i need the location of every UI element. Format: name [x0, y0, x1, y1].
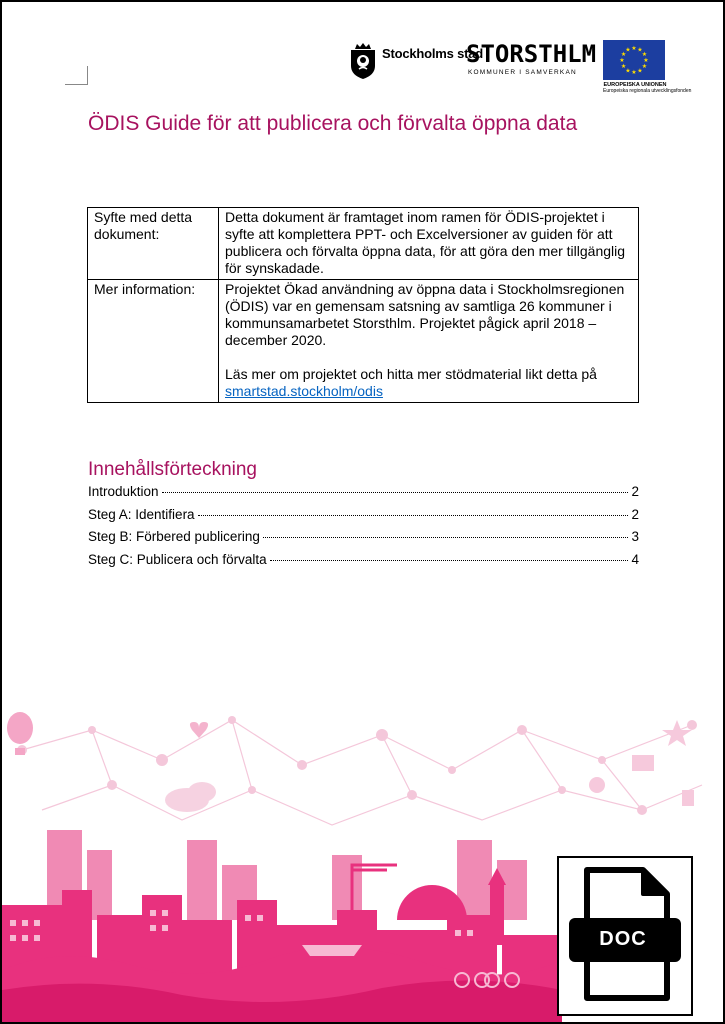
project-link[interactable]: smartstad.stockholm/odis: [225, 383, 383, 399]
eu-star-icon: ★: [620, 64, 627, 70]
eu-star-icon: ★: [625, 68, 631, 75]
eu-star-icon: ★: [625, 47, 631, 54]
toc-entry[interactable]: [88, 529, 639, 552]
more-info-text: Projektet Ökad användning av öppna data i Stockholmsregionen (ÖDIS) var en gemensam satsning av samtliga 26 kommuner i kommunsamarbetet Storsthlm. Projektet pågick april 2018 – december 2020.: [225, 281, 625, 348]
info-table: [87, 207, 639, 403]
storsthlm-tagline: KOMMUNER I SAMVERKAN: [468, 69, 577, 76]
eu-logo: [603, 40, 692, 94]
storsthlm-wordmark: STORSTHLM: [466, 40, 597, 68]
read-more-text: Läs mer om projektet och hitta mer stödmaterial likt detta på: [225, 366, 597, 382]
stockholms-stad-wordmark: Stockholms stad: [382, 46, 484, 61]
toc-entry[interactable]: [88, 484, 639, 507]
crown-shield-icon: [348, 42, 378, 80]
eu-star-icon: ★: [631, 70, 637, 76]
toc-entry-page: 2: [631, 484, 639, 499]
eu-subcaption: Europeiska regionala utvecklingsfonden: [603, 88, 692, 94]
text-boundary-mark: [65, 66, 88, 85]
toc-entry-label: Steg C: Publicera och förvalta: [88, 551, 267, 567]
eu-star-icon: ★: [620, 52, 627, 58]
eu-star-icon: ★: [637, 68, 643, 75]
purpose-label: Syfte med detta dokument:: [88, 208, 219, 280]
toc-entry[interactable]: [88, 507, 639, 530]
toc-entry-label: Steg A: Identifiera: [88, 506, 195, 522]
toc-entry-label: Introduktion: [88, 484, 159, 499]
table-row: [88, 280, 639, 403]
eu-flag-icon: [603, 40, 665, 80]
toc-entry-label: Steg B: Förbered publicering: [88, 529, 260, 544]
more-info-label: Mer information:: [88, 280, 219, 403]
table-of-contents: [88, 484, 639, 574]
eu-star-icon: ★: [631, 46, 637, 52]
eu-caption: EUROPEISKA UNIONEN: [603, 82, 667, 88]
purpose-text: Detta dokument är framtaget inom ramen för ÖDIS-projektet i syfte att komplettera PPT- och Excelversioner av guiden för att publicera och förvalta öppna data, för att göra den mer tillgänglig för synskadade.: [219, 208, 639, 280]
doc-file-label: DOC: [599, 928, 647, 950]
toc-heading: Innehållsförteckning: [88, 459, 257, 480]
doc-file-badge: [557, 856, 693, 1016]
table-row: [88, 208, 639, 280]
eu-star-icon: ★: [619, 58, 625, 64]
toc-entry-page: 4: [631, 551, 639, 567]
eu-star-icon: ★: [643, 58, 649, 64]
toc-entry-page: 3: [631, 529, 639, 544]
eu-star-icon: ★: [641, 52, 648, 58]
storsthlm-logo: [466, 42, 596, 76]
eu-star-icon: ★: [641, 64, 648, 70]
toc-entry-page: 2: [631, 506, 639, 522]
eu-star-icon: ★: [637, 47, 643, 54]
toc-entry[interactable]: [88, 552, 639, 575]
document-title: ÖDIS Guide för att publicera och förvalta öppna data: [88, 112, 578, 135]
